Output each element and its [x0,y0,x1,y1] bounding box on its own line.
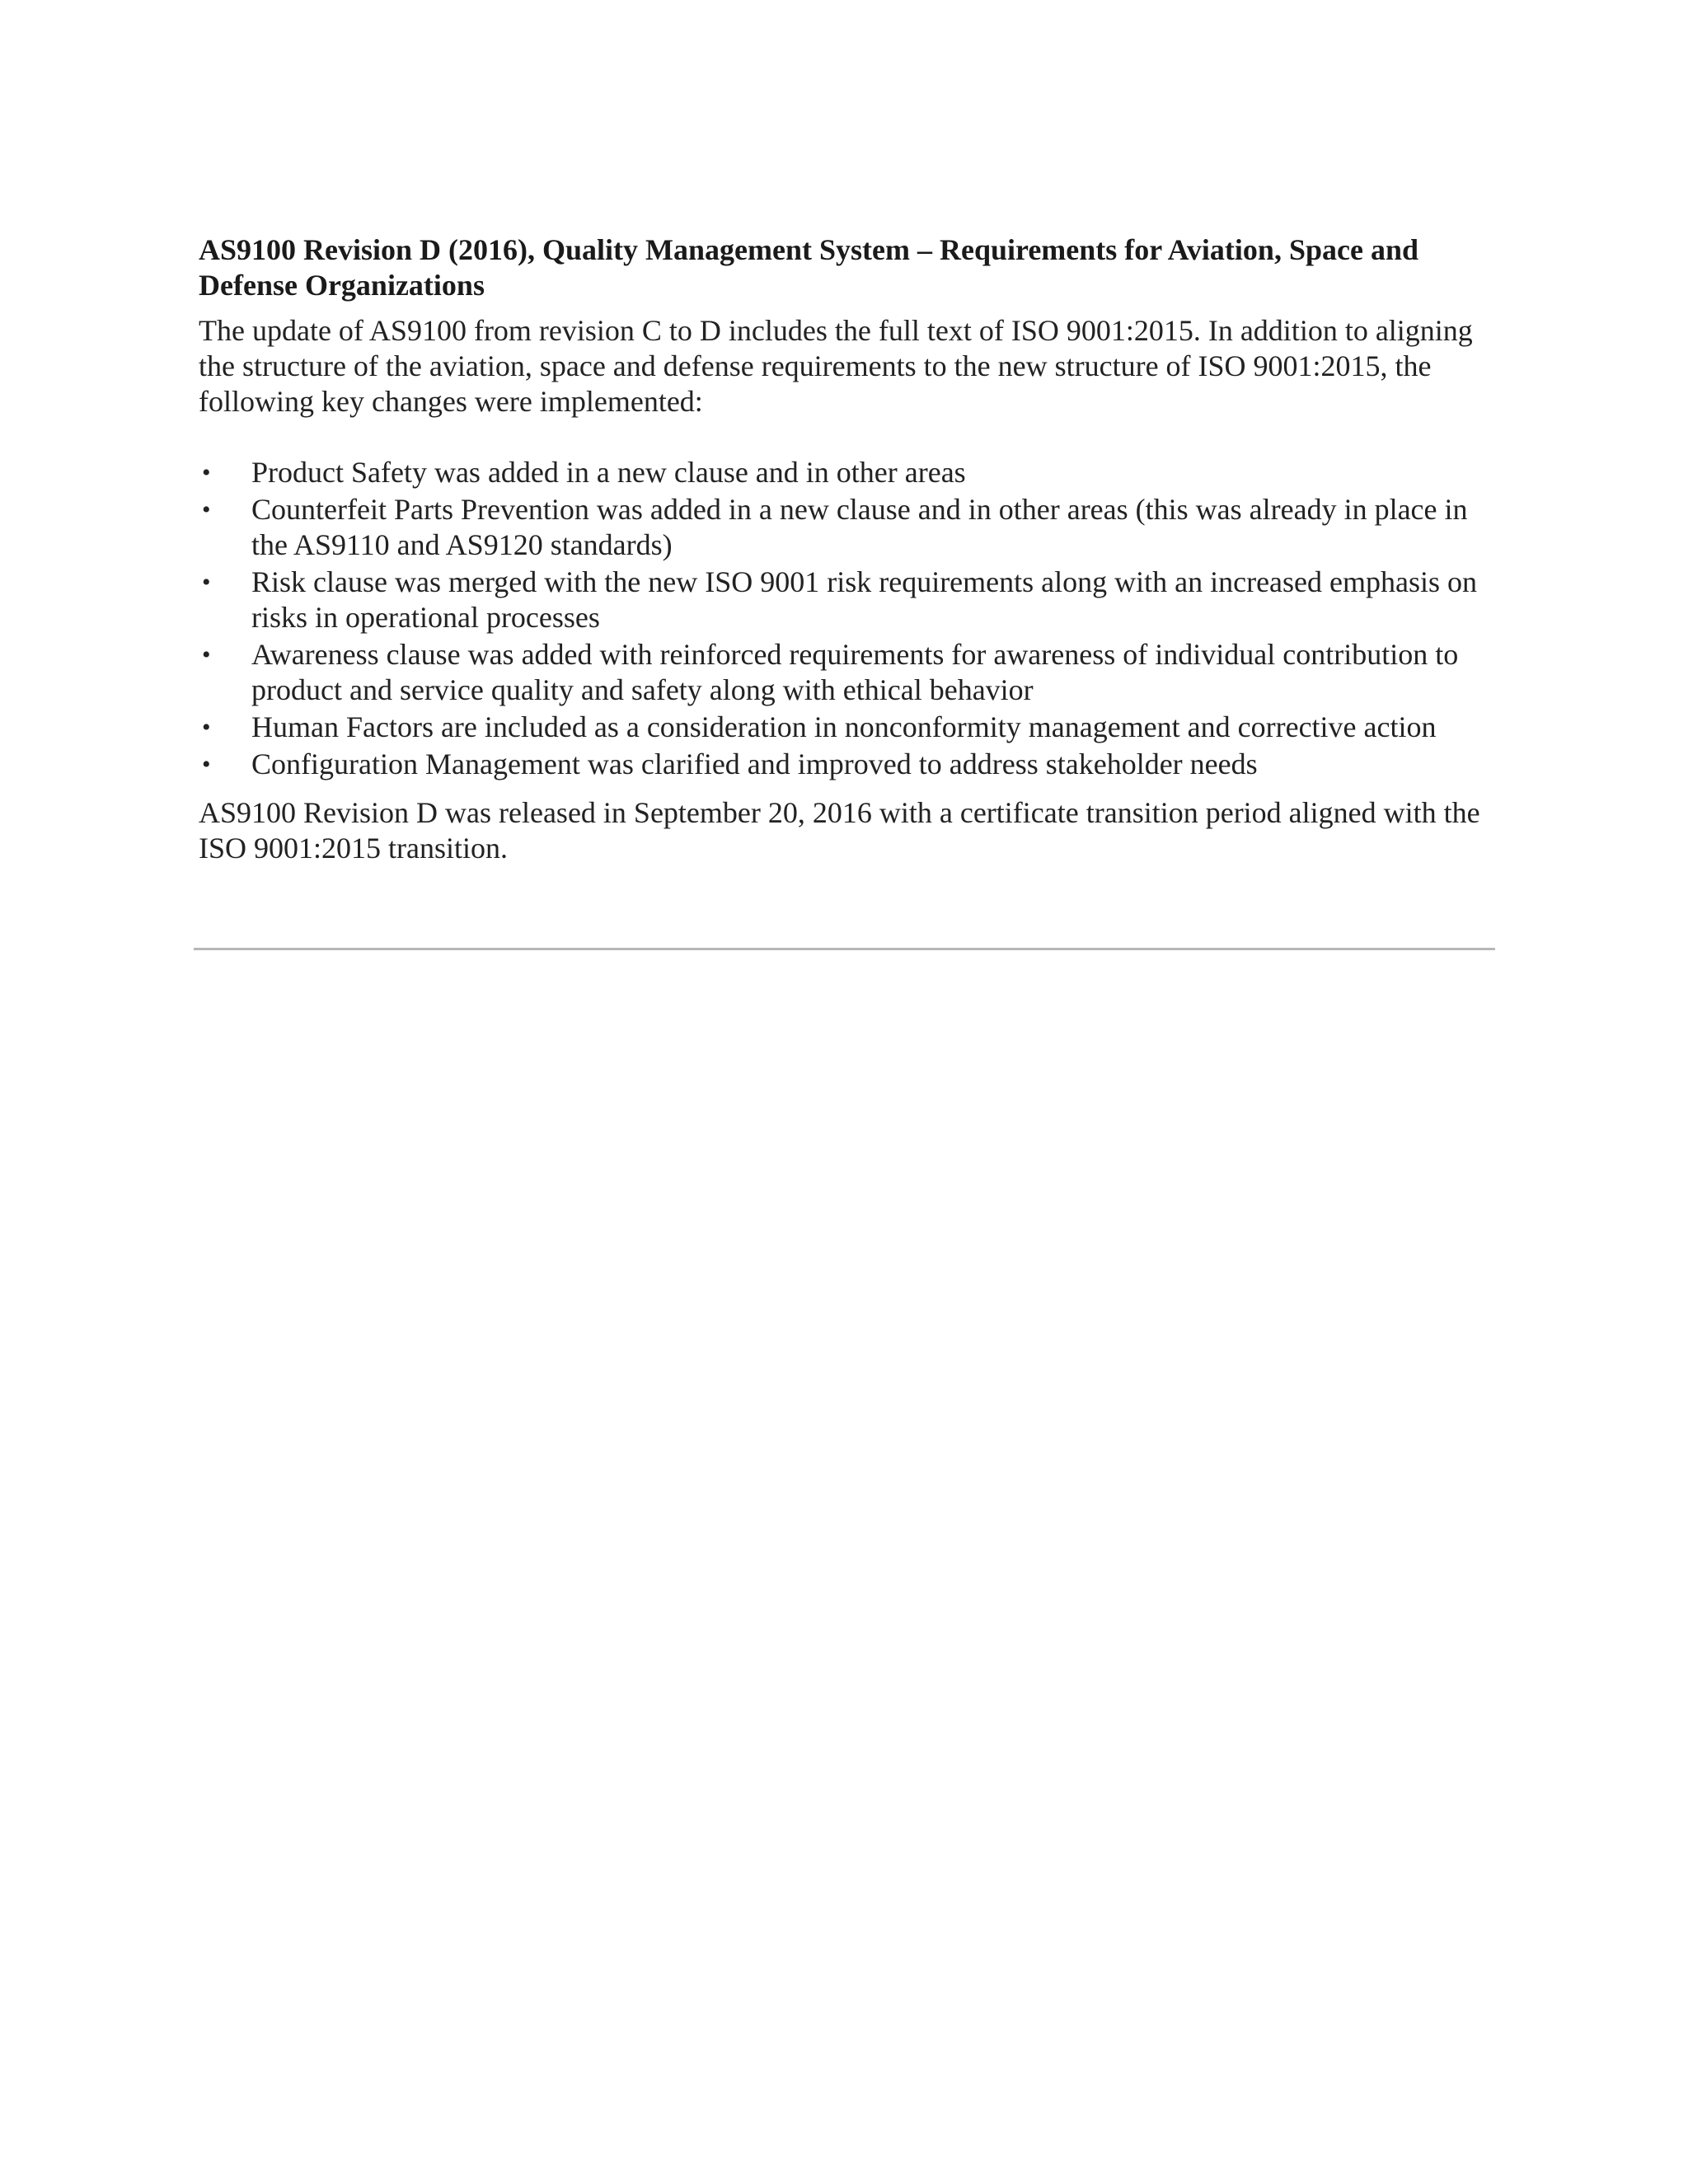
list-item-text: Configuration Management was clarified and improved to address stakeholder needs [251,748,1258,780]
closing-paragraph: AS9100 Revision D was released in September 20, 2016 with a certificate transition period aligned with the ISO 9001:2015 transition. [199,796,1480,865]
bullet-icon: • [202,641,211,668]
list-item [199,492,1501,563]
key-changes-list [199,455,1501,782]
bullet-icon: • [202,714,211,741]
list-item-text: Human Factors are included as a consideration in nonconformity management and corrective action [251,710,1437,743]
list-item [199,747,1501,782]
list-item-text: Risk clause was merged with the new ISO 9001 risk requirements along with an increased emphasis on risks in operational processes [251,565,1478,634]
bullet-icon: • [202,496,211,523]
document-title: AS9100 Revision D (2016), Quality Management System – Requirements for Aviation, Space and Defense Organizations [199,233,1418,302]
list-item [199,710,1501,745]
list-item-text: Product Safety was added in a new clause and in other areas [251,456,966,489]
list-item [199,637,1501,708]
bullet-icon: • [202,459,211,486]
list-item-text: Counterfeit Parts Prevention was added in a new clause and in other areas (this was already in place in the AS9110 and AS9120 standards) [251,493,1468,561]
bullet-icon: • [202,569,211,596]
bullet-icon: • [202,751,211,778]
list-item [199,455,1501,490]
intro-paragraph: The update of AS9100 from revision C to D includes the full text of ISO 9001:2015. In addition to aligning the structure of the aviation, space and defense requirements to the new structure of ISO 9001:2015, the following key changes were implemented: [199,314,1473,418]
document-content [199,232,1501,866]
list-item [199,565,1501,635]
horizontal-divider [194,948,1495,950]
list-item-text: Awareness clause was added with reinforced requirements for awareness of individual contribution to product and service quality and safety along with ethical behavior [251,638,1459,706]
